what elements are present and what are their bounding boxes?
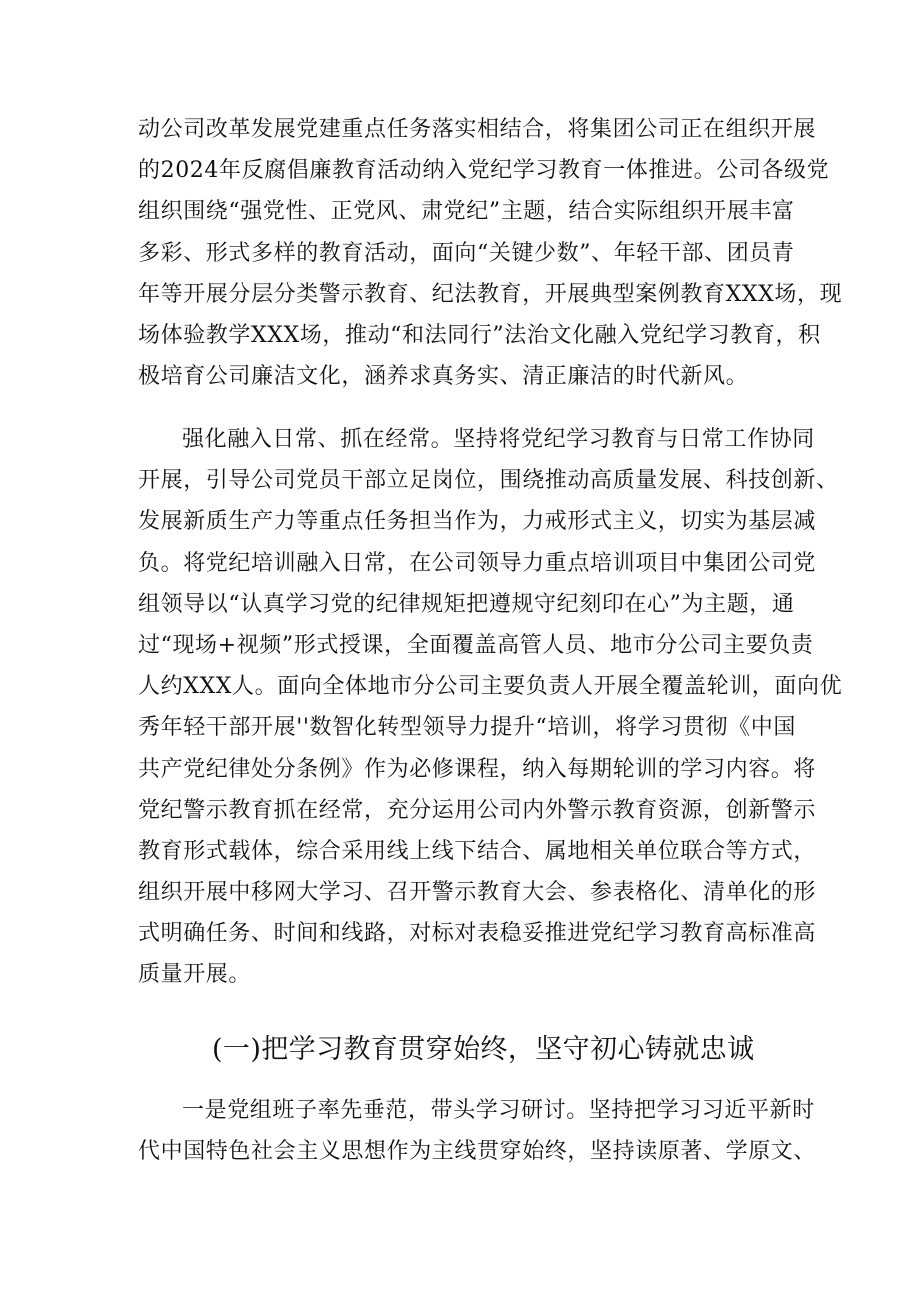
paragraph-line: 负。将党纪培训融入日常，在公司领导力重点培训项目中集团公司党 bbox=[138, 550, 817, 576]
paragraph-line: 开展，引导公司党员干部立足岗位，围绕推动高质量发展、科技创新、 bbox=[138, 468, 839, 494]
section-heading: (一)把学习教育贯穿始终，坚守初心铸就忠诚 bbox=[212, 1034, 755, 1065]
paragraph-line: 组领导以“认真学习党的纪律规矩把遵规守纪刻印在心”为主题，通 bbox=[138, 591, 795, 617]
paragraph-line: 场体验教学XXX场，推动“和法同行”法治文化融入党纪学习教育，积 bbox=[138, 322, 821, 348]
paragraph-line: 组织围绕“强党性、正党风、肃党纪”主题，结合实际组织开展丰富 bbox=[138, 199, 795, 225]
paragraph-line: 年等开展分层分类警示教育、纪法教育，开展典型案例教育XXX场，现 bbox=[138, 281, 843, 307]
paragraph-line: 党纪警示教育抓在经常，充分运用公司内外警示教育资源，创新警示 bbox=[138, 797, 817, 823]
paragraph-1 bbox=[138, 109, 843, 397]
paragraph-line: 人约XXX人。面向全体地市分公司主要负责人开展全覆盖轮训，面向优 bbox=[138, 674, 843, 700]
paragraph-line: 的2024年反腐倡廉教育活动纳入党纪学习教育一体推进。公司各级党 bbox=[138, 158, 830, 184]
paragraph-line: 发展新质生产力等重点任务担当作为，力戒形式主义，切实为基层减 bbox=[138, 509, 817, 535]
paragraph-line: 极培育公司廉洁文化，涵养求真务实、清正廉洁的时代新风。 bbox=[138, 364, 749, 390]
paragraph-2 bbox=[138, 419, 843, 996]
paragraph-line: 动公司改革发展党建重点任务落实相结合，将集团公司正在组织开展 bbox=[138, 117, 817, 142]
paragraph-line: 教育形式载体，综合采用线上线下结合、属地相关单位联合等方式， bbox=[138, 838, 817, 864]
paragraph-line: 共产党纪律处分条例》作为必修课程，纳入每期轮训的学习内容。将 bbox=[138, 756, 817, 782]
paragraph-line: 强化融入日常、抓在经常。坚持将党纪学习教育与日常工作协同 bbox=[182, 427, 815, 452]
paragraph-3 bbox=[138, 1090, 817, 1172]
paragraph-line: 组织开展中移网大学习、召开警示教育大会、参表格化、清单化的形 bbox=[138, 880, 817, 906]
paragraph-line: 多彩、形式多样的教育活动，面向“关键少数”、年轻干部、团员青 bbox=[138, 240, 795, 266]
paragraph-line: 一是党组班子率先垂范，带头学习研讨。坚持把学习习近平新时 bbox=[182, 1098, 815, 1123]
paragraph-line: 质量开展。 bbox=[138, 962, 252, 988]
paragraph-line: 过“现场+视频”形式授课，全面覆盖高管人员、地市分公司主要负责 bbox=[138, 632, 814, 658]
paragraph-line: 秀年轻干部开展''数智化转型领导力提升“培训，将学习贯彻《中国 bbox=[138, 715, 796, 741]
paragraph-line: 代中国特色社会主义思想作为主线贯穿始终，坚持读原著、学原文、 bbox=[138, 1139, 817, 1165]
paragraph-line: 式明确任务、时间和线路，对标对表稳妥推进党纪学习教育高标准高 bbox=[138, 921, 817, 947]
